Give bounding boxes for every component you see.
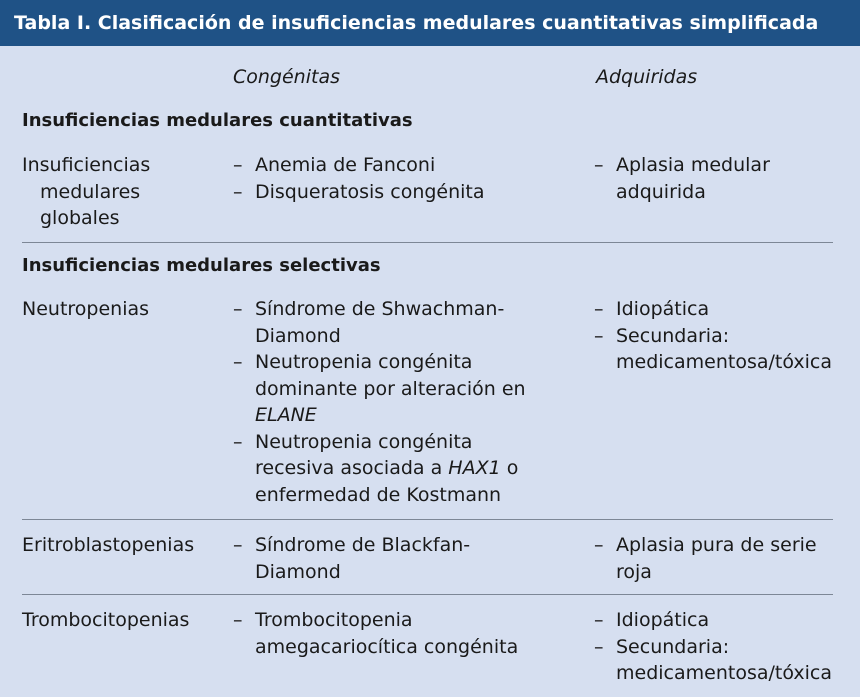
row-label-global — [22, 152, 150, 232]
acquired-list-neutropenias — [594, 296, 844, 376]
column-header-congenital: Congénitas — [233, 66, 340, 88]
acquired-list-erythro — [594, 532, 844, 585]
list-item: – Secundaria: medicamentosa/tóxica — [594, 323, 844, 376]
list-item: – Síndrome de Blackfan-Diamond — [233, 532, 533, 585]
list-item: – Trombocitopenia amegacariocítica congénita — [233, 607, 553, 660]
list-item: – Aplasia pura de serie roja — [594, 532, 844, 585]
list-item: – Anemia de Fanconi — [233, 152, 553, 179]
row-label-neutropenias: Neutropenias — [22, 298, 150, 320]
section-title-quantitative: Insuficiencias medulares cuantitativas — [22, 110, 413, 131]
row-label-thrombo: Trombocitopenias — [22, 609, 190, 631]
list-item — [233, 349, 553, 429]
row-divider — [22, 594, 833, 595]
congenital-list-thrombo — [233, 607, 553, 660]
list-item: – Síndrome de Shwachman-Diamond — [233, 296, 553, 349]
gene-name: HAX1 — [448, 457, 501, 479]
congenital-list-neutropenias — [233, 296, 553, 508]
row-label-line: Insuficiencias — [22, 154, 151, 176]
list-item: – Idiopática — [594, 296, 844, 323]
acquired-list-thrombo — [594, 607, 844, 687]
congenital-list-erythro — [233, 532, 533, 585]
list-item — [233, 429, 553, 509]
gene-name: ELANE — [255, 404, 317, 426]
list-item: – Idiopática — [594, 607, 844, 634]
item-text: Neutropenia congénita dominante por alteración en — [255, 351, 526, 400]
row-label-line: globales — [40, 207, 120, 229]
congenital-list-global — [233, 152, 553, 205]
item-text: o enfermedad de Kostmann — [255, 457, 519, 506]
row-label-erythro: Eritroblastopenias — [22, 534, 195, 556]
acquired-list-global — [594, 152, 824, 205]
table-title: Tabla I. Clasificación de insuficiencias medulares cuantitativas simplificada — [0, 0, 860, 46]
item-text: Neutropenia congénita recesiva asociada a — [255, 430, 473, 479]
row-divider — [22, 519, 833, 520]
list-item: – Disqueratosis congénita — [233, 179, 553, 206]
list-item: – Secundaria: medicamentosa/tóxica — [594, 634, 844, 687]
list-item: – Aplasia medular adquirida — [594, 152, 824, 205]
row-divider — [22, 242, 833, 243]
section-title-selective: Insuficiencias medulares selectivas — [22, 255, 381, 276]
column-header-acquired: Adquiridas — [596, 66, 698, 88]
row-label-line: medulares — [40, 180, 141, 203]
